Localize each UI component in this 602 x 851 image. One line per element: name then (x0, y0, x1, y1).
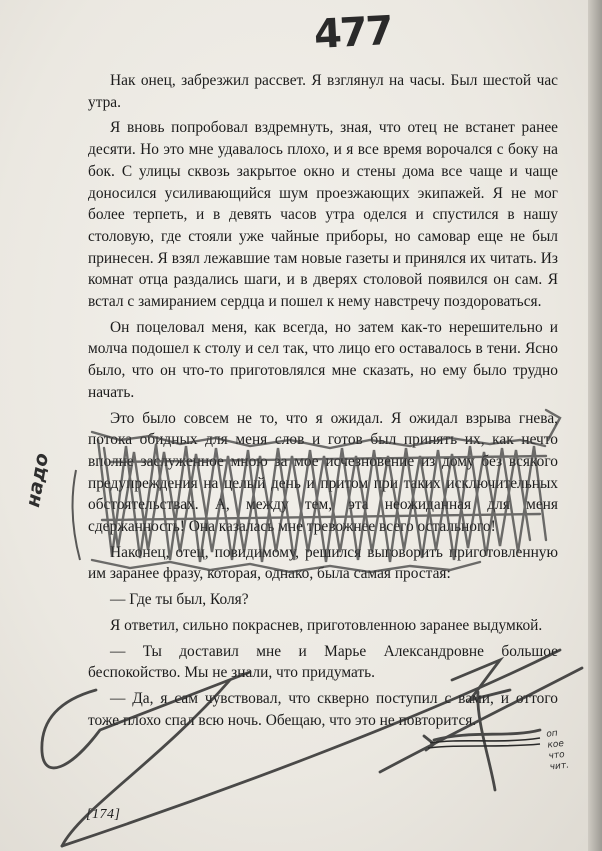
margin-bracket (73, 470, 80, 560)
dialogue-line: — Где ты был, Коля? (110, 591, 249, 609)
page-binding-edge (588, 0, 602, 851)
note-word: оп (545, 728, 559, 740)
strikethrough-line (428, 738, 540, 748)
paragraph: Наконец, отец, повидимому, решился выговорить приготовленную им заранее фразу, которая, однако, была самая простая: (88, 543, 558, 583)
paragraph: Я ответил, сильно покраснев, приготовленною заранее выдумкой. (110, 616, 543, 634)
paragraph: Он поцеловал меня, как всегда, но затем как-то нерешительно и молча подошел к столу и сел так, что лицо его оставалось в тени. Ясно было, что он что-то приготовлялся мне сказать, но ему было трудно начать. (88, 318, 558, 401)
body-text (88, 70, 558, 735)
handwritten-page-number: 477 (312, 8, 393, 58)
dialogue-line: — Ты доставил мне и Марье Александровне большое беспокойство. Мы не знали, что придумать. (88, 642, 558, 682)
dialogue-line: — Да, я сам чувствовал, что скверно поступил с вами, и оттого тоже плохо спал всю ночь. Обещаю, что это не повторится. (88, 689, 558, 729)
crossed-out-paragraph: Это было совсем не то, что я ожидал. Я ожидал взрыва гнева, потока обидных для меня слов и готов был принять их, как нечто вполне заслуженное мною за мое исчезновение из дому без всякого предупреждения на целый день и притом при таких исключительных обстоятельствах. А, между тем, эта неожиданная для меня сдержанность! Она казалась мне тревожнее всего остального! (88, 409, 558, 536)
note-word: что (548, 749, 566, 762)
note-word: чит. (549, 760, 570, 773)
paragraph: Нак онец, забрезжил рассвет. Я взглянул на часы. Был шестой час утра. (88, 72, 558, 111)
margin-handwritten-note: надо (22, 451, 54, 509)
right-margin-handwritten-note (546, 725, 600, 774)
paragraph: Я вновь попробовал вздремнуть, зная, что отец не встанет ранее десяти. Но это мне удавалось плохо, и я все время ворочался с боку на бок. С улицы сквозь закрытое окно и стены дома все чаще и чаще доносился усиливающийся шум проезжающих экипажей. Я не мог более терпеть, и в девять часов утра оделся и спустился в нашу столовую, где стояли уже чайные приборы, но самовар еще не был принесен. Я взял лежавшие там новые газеты и принялся их читать. Из комнат отца раздались шаги, и в дверях столовой появился он сам. Я встал с замиранием сердца и пошел к нему навстречу поздороваться. (88, 119, 558, 311)
page-number: [174] (86, 807, 121, 822)
note-word: кое (546, 738, 565, 751)
